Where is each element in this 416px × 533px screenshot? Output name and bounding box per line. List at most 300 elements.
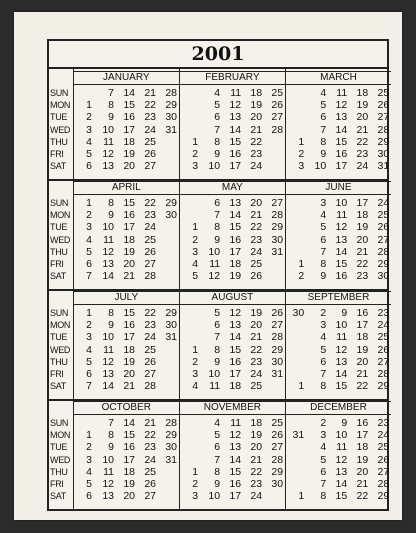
day-number: 1 [192, 343, 199, 356]
day-number: 21 [356, 478, 369, 490]
day-number: 19 [356, 453, 369, 466]
day-number: 18 [229, 380, 242, 393]
day-number: 11 [103, 343, 114, 356]
day-number: 22 [144, 307, 156, 319]
day-number: 25 [144, 343, 156, 356]
day-number: 5 [320, 99, 327, 112]
day-number: 23 [377, 307, 390, 319]
day-number: 13 [335, 233, 348, 246]
day-number: 28 [271, 209, 284, 222]
day-number: 19 [356, 221, 369, 234]
day-number: 8 [108, 307, 114, 319]
day-number: 21 [356, 123, 369, 136]
day-number: 17 [229, 245, 242, 258]
day-label: SUN [50, 88, 69, 98]
day-number: 21 [356, 368, 369, 380]
calendar-band [49, 399, 390, 509]
day-label: THU [50, 136, 68, 147]
day-number: 8 [320, 135, 327, 148]
day-number: 22 [356, 135, 369, 148]
day-number: 27 [377, 233, 390, 246]
day-number: 24 [250, 490, 263, 503]
day-number: 6 [320, 355, 327, 368]
day-number: 30 [165, 441, 177, 454]
day-number: 15 [123, 99, 135, 112]
day-label: TUE [50, 112, 68, 123]
day-label: TUE [50, 222, 68, 233]
day-number: 24 [377, 429, 390, 442]
month-days [286, 417, 391, 507]
day-number: 16 [229, 148, 242, 160]
day-number: 8 [108, 197, 114, 209]
day-number: 28 [377, 245, 390, 258]
day-number: 31 [292, 429, 305, 442]
day-number: 5 [214, 429, 221, 442]
day-label: SAT [50, 381, 66, 392]
day-number: 12 [335, 343, 348, 356]
day-number: 21 [144, 87, 156, 99]
month-name: OCTOBER [74, 401, 179, 415]
day-number: 20 [123, 368, 135, 380]
day-number: 19 [356, 343, 369, 356]
day-number: 22 [250, 135, 263, 148]
day-number: 1 [192, 465, 199, 478]
month-days [180, 87, 285, 177]
day-number: 12 [102, 245, 114, 258]
day-number: 2 [192, 148, 199, 160]
day-number: 14 [123, 417, 135, 429]
day-number: 26 [144, 148, 156, 160]
day-number: 1 [86, 197, 92, 209]
day-label: TUE [50, 332, 68, 343]
day-number: 27 [144, 160, 156, 173]
day-number: 19 [123, 148, 135, 160]
day-number: 3 [320, 319, 327, 332]
day-number: 3 [86, 331, 92, 344]
day-number: 22 [144, 99, 156, 112]
day-number: 7 [214, 123, 221, 136]
day-number: 25 [377, 441, 390, 454]
day-number: 16 [356, 307, 369, 319]
day-number: 26 [271, 99, 284, 112]
calendar-band [49, 179, 390, 289]
day-number: 26 [144, 355, 156, 368]
day-number: 12 [335, 99, 348, 112]
month-february [180, 69, 285, 179]
day-number: 12 [335, 221, 348, 234]
day-number: 10 [102, 453, 114, 466]
day-number: 12 [335, 453, 348, 466]
day-label: WED [50, 234, 71, 245]
day-number: 13 [229, 111, 242, 124]
month-name: SEPTEMBER [286, 291, 391, 305]
day-number: 29 [165, 429, 177, 442]
day-label: SUN [50, 418, 69, 428]
day-number: 16 [335, 148, 348, 160]
day-number: 8 [214, 135, 221, 148]
day-number: 28 [144, 380, 156, 393]
day-number: 21 [144, 417, 156, 429]
day-number: 24 [250, 160, 263, 173]
day-number: 19 [123, 245, 135, 258]
month-name: DECEMBER [286, 401, 391, 415]
day-number: 15 [229, 343, 242, 356]
day-number: 8 [214, 343, 221, 356]
day-number: 7 [108, 417, 114, 429]
day-number: 13 [102, 368, 114, 380]
day-number: 8 [214, 465, 221, 478]
day-number: 15 [123, 307, 135, 319]
day-number: 15 [335, 380, 348, 393]
day-number: 11 [209, 380, 221, 393]
day-number: 14 [102, 380, 114, 393]
day-number: 6 [320, 465, 327, 478]
day-number: 29 [165, 99, 177, 112]
day-number: 26 [271, 429, 284, 442]
day-number: 11 [230, 87, 242, 99]
day-number: 23 [250, 355, 263, 368]
day-number: 11 [336, 331, 348, 344]
day-number: 27 [377, 465, 390, 478]
day-number: 25 [144, 135, 156, 148]
day-number: 21 [356, 245, 369, 258]
day-number: 3 [192, 160, 199, 173]
day-number: 14 [102, 270, 114, 283]
month-name: AUGUST [180, 291, 285, 305]
day-label: MON [50, 210, 71, 221]
day-number: 4 [86, 233, 92, 246]
day-number: 29 [377, 490, 390, 503]
band-divider [49, 399, 387, 401]
day-number: 29 [165, 197, 177, 209]
day-number: 27 [144, 490, 156, 503]
day-label: FRI [50, 369, 64, 379]
day-number: 2 [192, 478, 199, 490]
day-number: 23 [144, 441, 156, 454]
day-number: 18 [229, 258, 242, 270]
day-number: 28 [165, 417, 177, 429]
day-labels [49, 179, 74, 289]
day-number: 7 [86, 380, 92, 393]
day-number: 25 [377, 209, 390, 222]
day-number: 12 [208, 270, 221, 283]
day-number: 26 [144, 245, 156, 258]
day-number: 28 [377, 123, 390, 136]
day-number: 13 [102, 258, 114, 270]
day-number: 3 [86, 221, 92, 234]
day-labels [49, 399, 74, 509]
day-label: FRI [50, 259, 64, 269]
calendar-band [49, 69, 390, 179]
day-number: 5 [86, 355, 92, 368]
month-october [74, 399, 179, 509]
day-number: 21 [123, 380, 135, 393]
day-label: WED [50, 454, 71, 465]
day-number: 17 [123, 331, 135, 344]
day-number: 30 [271, 355, 284, 368]
day-number: 1 [192, 135, 199, 148]
day-number: 4 [320, 87, 327, 99]
calendar-card [14, 12, 402, 520]
day-number: 2 [86, 209, 92, 222]
day-number: 20 [356, 465, 369, 478]
day-number: 14 [229, 123, 242, 136]
day-label: SAT [50, 491, 66, 502]
month-name: JULY [74, 291, 179, 305]
day-number: 6 [86, 490, 92, 503]
day-number: 2 [298, 148, 305, 160]
day-number: 22 [250, 465, 263, 478]
day-labels [49, 289, 74, 399]
day-number: 19 [123, 478, 135, 490]
day-number: 23 [377, 417, 390, 429]
day-number: 2 [298, 270, 305, 283]
day-number: 18 [123, 135, 135, 148]
day-number: 20 [123, 490, 135, 503]
day-number: 17 [335, 160, 348, 173]
day-number: 27 [271, 197, 284, 209]
month-january [74, 69, 179, 179]
day-number: 5 [320, 453, 327, 466]
day-number: 20 [356, 111, 369, 124]
day-number: 5 [214, 307, 221, 319]
day-number: 23 [356, 270, 369, 283]
day-number: 18 [123, 233, 135, 246]
day-labels [49, 69, 74, 179]
day-number: 22 [356, 258, 369, 270]
day-number: 30 [271, 478, 284, 490]
day-number: 1 [86, 307, 92, 319]
day-number: 10 [102, 331, 114, 344]
day-number: 30 [271, 233, 284, 246]
day-number: 5 [86, 478, 92, 490]
day-number: 16 [123, 111, 135, 124]
day-number: 7 [214, 209, 221, 222]
year-title: 2001 [49, 41, 387, 69]
month-days [180, 417, 285, 507]
month-september [286, 289, 391, 399]
day-label: THU [50, 466, 68, 477]
day-number: 21 [250, 331, 263, 344]
day-number: 29 [271, 465, 284, 478]
day-number: 14 [335, 478, 348, 490]
day-number: 2 [320, 307, 327, 319]
day-number: 4 [214, 417, 221, 429]
day-number: 16 [335, 270, 348, 283]
day-number: 2 [192, 233, 199, 246]
day-number: 15 [229, 465, 242, 478]
day-number: 9 [108, 441, 114, 454]
day-number: 27 [271, 319, 284, 332]
month-days [286, 87, 391, 177]
day-number: 30 [377, 270, 390, 283]
day-number: 24 [144, 331, 156, 344]
day-number: 23 [144, 111, 156, 124]
day-number: 28 [165, 87, 177, 99]
day-number: 11 [336, 87, 348, 99]
day-number: 16 [229, 355, 242, 368]
day-number: 4 [320, 209, 327, 222]
day-number: 25 [377, 87, 390, 99]
day-number: 13 [335, 465, 348, 478]
day-number: 3 [320, 429, 327, 442]
day-number: 12 [102, 355, 114, 368]
day-label: SAT [50, 161, 66, 172]
day-number: 9 [214, 478, 221, 490]
day-number: 8 [108, 429, 114, 442]
day-number: 19 [250, 429, 263, 442]
day-number: 23 [144, 319, 156, 332]
band-divider [49, 179, 387, 181]
day-number: 3 [86, 453, 92, 466]
month-april [74, 179, 179, 289]
month-days [286, 197, 391, 287]
day-number: 4 [86, 343, 92, 356]
day-number: 13 [229, 441, 242, 454]
day-number: 25 [250, 258, 263, 270]
day-number: 16 [229, 478, 242, 490]
day-number: 24 [377, 197, 390, 209]
band-divider [49, 289, 387, 291]
day-number: 19 [229, 270, 242, 283]
day-number: 29 [377, 380, 390, 393]
day-number: 8 [108, 99, 114, 112]
month-december [286, 399, 391, 509]
day-number: 19 [250, 307, 263, 319]
day-number: 22 [356, 490, 369, 503]
day-number: 6 [86, 258, 92, 270]
day-number: 20 [250, 111, 263, 124]
day-number: 26 [377, 343, 390, 356]
day-number: 10 [335, 319, 348, 332]
day-number: 28 [377, 368, 390, 380]
day-number: 4 [214, 87, 221, 99]
day-number: 30 [165, 319, 177, 332]
day-number: 18 [250, 417, 263, 429]
day-number: 27 [377, 355, 390, 368]
day-number: 2 [320, 417, 327, 429]
day-number: 22 [144, 197, 156, 209]
day-number: 7 [320, 368, 327, 380]
day-number: 3 [86, 123, 92, 136]
day-number: 1 [192, 221, 199, 234]
day-number: 9 [108, 209, 114, 222]
day-number: 25 [144, 465, 156, 478]
day-number: 24 [144, 453, 156, 466]
day-number: 17 [356, 319, 369, 332]
day-number: 17 [229, 490, 242, 503]
day-number: 15 [123, 429, 135, 442]
day-number: 18 [356, 209, 369, 222]
day-number: 30 [165, 209, 177, 222]
day-label: SAT [50, 271, 66, 282]
day-number: 7 [214, 453, 221, 466]
day-number: 7 [108, 87, 114, 99]
day-number: 7 [320, 123, 327, 136]
day-number: 31 [165, 331, 177, 344]
day-number: 10 [335, 429, 348, 442]
day-number: 26 [377, 453, 390, 466]
day-number: 26 [144, 478, 156, 490]
day-number: 23 [144, 209, 156, 222]
day-number: 21 [250, 453, 263, 466]
day-number: 1 [298, 490, 305, 503]
day-number: 18 [250, 87, 263, 99]
day-number: 6 [214, 441, 221, 454]
day-number: 11 [230, 417, 242, 429]
day-number: 12 [102, 478, 114, 490]
day-number: 13 [102, 490, 114, 503]
day-number: 16 [123, 319, 135, 332]
day-number: 19 [356, 99, 369, 112]
day-label: TUE [50, 442, 68, 453]
month-august [180, 289, 285, 399]
day-number: 22 [250, 221, 263, 234]
day-number: 1 [86, 429, 92, 442]
day-number: 5 [320, 221, 327, 234]
day-number: 13 [102, 160, 114, 173]
day-number: 11 [103, 233, 114, 246]
day-number: 15 [335, 258, 348, 270]
month-days [180, 307, 285, 397]
day-number: 20 [250, 197, 263, 209]
day-number: 3 [320, 197, 327, 209]
day-number: 29 [271, 343, 284, 356]
day-number: 20 [123, 160, 135, 173]
day-number: 14 [123, 87, 135, 99]
day-number: 6 [320, 233, 327, 246]
day-number: 9 [341, 307, 348, 319]
day-number: 23 [250, 148, 263, 160]
day-number: 7 [86, 270, 92, 283]
day-number: 1 [86, 99, 92, 112]
day-number: 12 [229, 307, 242, 319]
day-number: 24 [250, 245, 263, 258]
day-number: 5 [320, 343, 327, 356]
day-number: 6 [86, 160, 92, 173]
day-number: 28 [271, 331, 284, 344]
day-number: 4 [86, 135, 92, 148]
day-number: 11 [336, 209, 348, 222]
day-number: 20 [123, 258, 135, 270]
day-number: 29 [377, 258, 390, 270]
day-number: 14 [229, 331, 242, 344]
day-number: 9 [320, 270, 327, 283]
day-number: 17 [123, 221, 135, 234]
day-number: 7 [320, 478, 327, 490]
calendar-frame [47, 39, 389, 511]
day-number: 14 [335, 368, 348, 380]
day-number: 5 [214, 99, 221, 112]
day-number: 10 [208, 245, 221, 258]
day-number: 22 [250, 343, 263, 356]
month-days [286, 307, 391, 397]
day-number: 1 [298, 258, 305, 270]
day-label: WED [50, 344, 71, 355]
day-number: 22 [144, 429, 156, 442]
day-number: 10 [335, 197, 348, 209]
day-number: 29 [377, 135, 390, 148]
day-label: MON [50, 320, 71, 331]
day-number: 26 [271, 307, 284, 319]
day-number: 28 [377, 478, 390, 490]
day-number: 19 [250, 99, 263, 112]
day-number: 12 [102, 148, 114, 160]
day-number: 10 [208, 490, 221, 503]
day-number: 30 [292, 307, 305, 319]
day-label: THU [50, 356, 68, 367]
month-may [180, 179, 285, 289]
